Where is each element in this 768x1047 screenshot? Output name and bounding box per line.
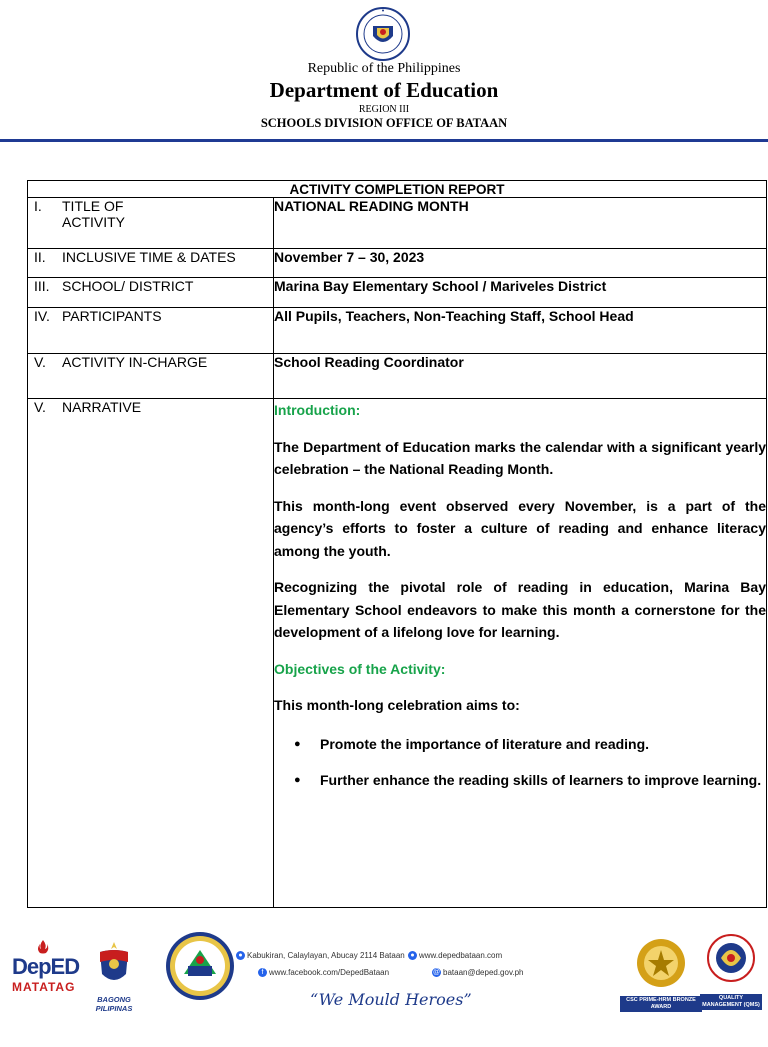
report-title: ACTIVITY COMPLETION REPORT bbox=[28, 181, 767, 198]
objectives-intro: This month-long celebration aims to: bbox=[274, 697, 520, 713]
quality-award-seal-icon bbox=[706, 932, 756, 988]
deped-logo-text: DepED bbox=[12, 954, 80, 979]
quality-management-award-logo bbox=[700, 932, 762, 1018]
row-number: V. bbox=[34, 399, 46, 415]
objectives-heading: Objectives of the Activity: bbox=[274, 660, 446, 677]
row-label: INCLUSIVE TIME & DATES bbox=[62, 249, 236, 265]
header-divider bbox=[0, 139, 768, 142]
narrative-paragraph: The Department of Education marks the calendar with a significant yearly celebration – the National Reading Month. bbox=[274, 438, 766, 477]
activity-report-table bbox=[27, 180, 767, 908]
introduction-heading: Introduction: bbox=[274, 402, 361, 418]
table-row bbox=[28, 308, 767, 354]
award2-caption: QUALITY MANAGEMENT (QMS) bbox=[700, 994, 762, 1010]
table-row bbox=[28, 198, 767, 249]
email-icon: @ bbox=[432, 969, 441, 977]
matatag-text: MATATAG bbox=[12, 980, 76, 994]
facebook-icon: f bbox=[258, 968, 267, 977]
row-label: SCHOOL/ DISTRICT bbox=[62, 278, 194, 294]
flame-icon bbox=[36, 940, 50, 954]
table-row bbox=[28, 249, 767, 278]
table-row bbox=[28, 354, 767, 399]
row-number: II. bbox=[34, 249, 46, 265]
facebook-link[interactable]: www.facebook.com/DepedBataan bbox=[269, 968, 390, 977]
activity-title-value: NATIONAL READING MONTH bbox=[274, 198, 767, 249]
school-district-value: Marina Bay Elementary School / Mariveles District bbox=[274, 278, 767, 308]
deped-matatag-logo bbox=[12, 940, 80, 1036]
row-number: I. bbox=[34, 198, 42, 214]
narrative-paragraph: This month-long event observed every November, is a part of the agency’s efforts to foster a culture of reading and enhance literacy among the youth. bbox=[274, 497, 766, 559]
row-label: PARTICIPANTS bbox=[62, 308, 162, 324]
award-medal-icon bbox=[635, 936, 687, 990]
row-label: NARRATIVE bbox=[62, 399, 142, 415]
objectives-list bbox=[274, 733, 766, 792]
csc-prime-hrm-award-logo bbox=[620, 936, 702, 1016]
row-number: V. bbox=[34, 354, 46, 370]
region-line: REGION III bbox=[358, 104, 410, 115]
list-item: ● Further enhance the reading skills of learners to improve learning. bbox=[320, 769, 766, 792]
email-link[interactable]: bataan@deped.gov.ph bbox=[443, 968, 524, 977]
division-office-line: SCHOOLS DIVISION OFFICE OF BATAAN bbox=[260, 116, 508, 130]
bagong-pilipinas-logo bbox=[80, 940, 148, 1036]
row-label: TITLE OF bbox=[62, 198, 124, 214]
participants-value: All Pupils, Teachers, Non-Teaching Staff, School Head bbox=[274, 308, 767, 354]
address-text: Kabukiran, Calaylayan, Abucay 2114 Bataan bbox=[247, 951, 405, 960]
sdo-bataan-seal-logo bbox=[164, 930, 236, 1002]
narrative-paragraph: Recognizing the pivotal role of reading in education, Marina Bay Elementary School endeavors to make this month a cornerstone for the development of a lifelong love for learning. bbox=[274, 579, 766, 640]
republic-line: Republic of the Philippines bbox=[307, 61, 461, 76]
bagong-pilipinas-emblem-icon bbox=[90, 940, 138, 990]
globe-icon: ● bbox=[408, 951, 417, 960]
row-number: IV. bbox=[34, 308, 50, 324]
location-icon: ● bbox=[236, 951, 245, 960]
deped-seal-logo bbox=[355, 6, 411, 62]
narrative-content bbox=[274, 399, 767, 908]
row-label: ACTIVITY IN-CHARGE bbox=[62, 354, 208, 370]
website-link[interactable]: www.depedbataan.com bbox=[419, 951, 503, 960]
row-label: ACTIVITY bbox=[62, 214, 126, 230]
bagong-pilipinas-text: BAGONG PILIPINAS bbox=[95, 995, 133, 1013]
department-name: Department of Education bbox=[269, 78, 499, 102]
award1-caption: CSC PRIME-HRM BRONZE AWARD bbox=[620, 996, 702, 1012]
table-row bbox=[28, 399, 767, 908]
table-row bbox=[28, 278, 767, 308]
in-charge-value: School Reading Coordinator bbox=[274, 354, 767, 399]
motto-text: “We Mould Heroes” bbox=[310, 990, 472, 1009]
dates-value: November 7 – 30, 2023 bbox=[274, 249, 767, 278]
row-number: III. bbox=[34, 278, 50, 294]
list-item: ● Promote the importance of literature and reading. bbox=[320, 733, 766, 756]
